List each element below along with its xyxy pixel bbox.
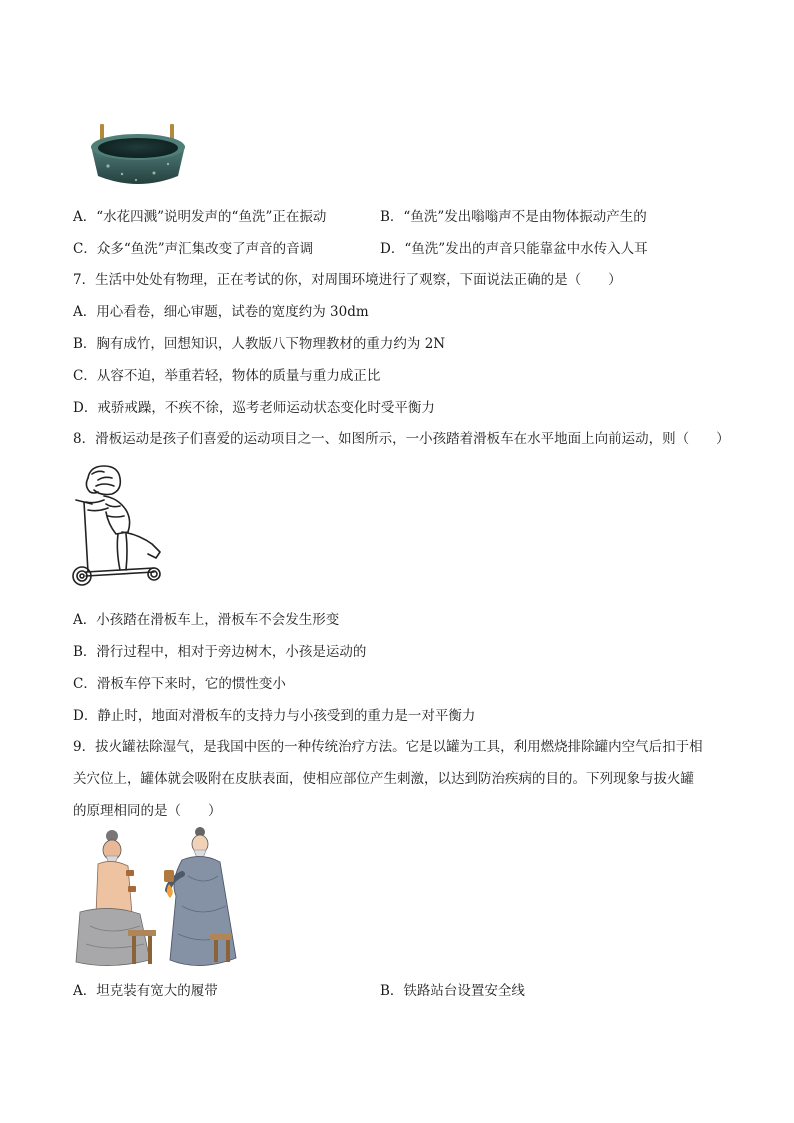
q6-option-c: C．众多“鱼洗”声汇集改变了声音的音调 [73,241,314,257]
q7-option-c: C．从容不迫，举重若轻，物体的质量与重力成正比 [73,368,381,384]
q9-stem-line3: 的原理相同的是（ ） [73,803,222,819]
cupping-therapy-image [70,826,240,972]
q9-option-a: A．坦克装有宽大的履带 [73,983,218,999]
cupping-therapy-figure [70,826,240,972]
q7-option-d: D．戒骄戒躁，不疾不徐，巡考老师运动状态变化时受平衡力 [73,400,435,416]
q9-option-b: B．铁路站台设置安全线 [380,983,525,999]
q6-option-a: A．“水花四溅”说明发声的“鱼洗”正在振动 [73,209,327,225]
patient-illustration [76,830,156,966]
q8-option-d: D．静止时，地面对滑板车的支持力与小孩受到的重力是一对平衡力 [73,708,476,724]
q9-stem-line1: 9．拔火罐祛除湿气，是我国中医的一种传统治疗方法。它是以罐为工具，利用燃烧排除罐内空气后扣于相 [73,739,703,755]
q8-option-b: B．滑行过程中，相对于旁边树木，小孩是运动的 [73,644,367,660]
fish-basin-figure [88,120,188,198]
doctor-illustration [164,827,236,966]
q9-stem-line2: 关穴位上，罐体就会吸附在皮肤表面，使相应部位产生刺激，以达到防治疾病的目的。下列现象与拔火罐 [73,771,694,787]
q8-option-a: A．小孩踏在滑板车上，滑板车不会发生形变 [73,612,340,628]
child-scooter-image [68,460,168,590]
scooter-child-figure [68,460,168,590]
q7-option-b: B．胸有成竹，回想知识，人教版八下物理教材的重力约为 2N [73,336,446,352]
q8-stem: 8．滑板运动是孩子们喜爱的运动项目之一、如图所示，一小孩踏着滑板车在水平地面上向前运动，则（ ） [73,431,730,447]
q6-option-d: D．“鱼洗”发出的声音只能靠盆中水传入人耳 [380,241,648,257]
q7-stem: 7．生活中处处有物理，正在考试的你，对周围环境进行了观察，下面说法正确的是（ ） [73,272,622,288]
q6-option-b: B．“鱼洗”发出嗡嗡声不是由物体振动产生的 [380,209,647,225]
bronze-basin-image [88,120,188,198]
q8-option-c: C．滑板车停下来时，它的惯性变小 [73,676,286,692]
q7-option-a: A．用心看卷，细心审题，试卷的宽度约为 30dm [73,304,369,320]
